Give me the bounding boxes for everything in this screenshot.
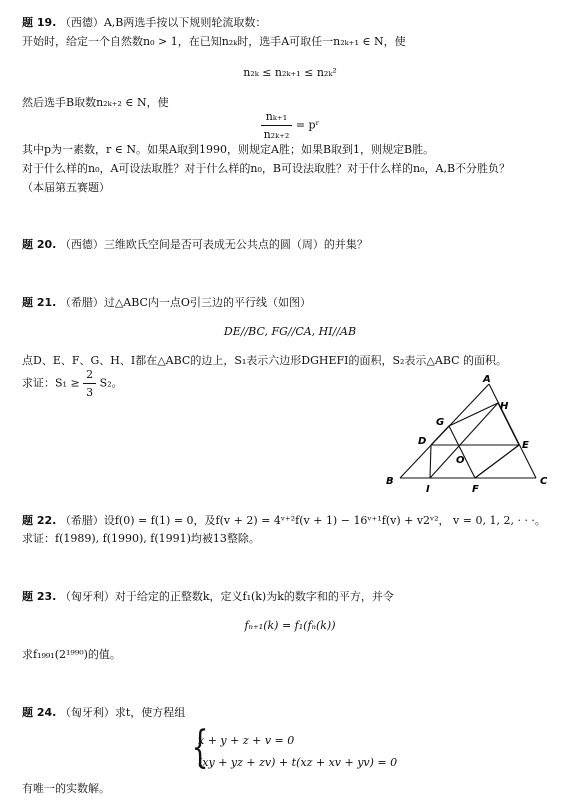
label-f: F (472, 484, 479, 495)
problem-24-text1: （匈牙利）求t，使方程组 (59, 706, 186, 719)
equation-2: (xy + yz + zv) + t(xz + xv + yv) = 0 (198, 756, 398, 769)
label-e: E (522, 440, 529, 451)
problem-21-line2: 点D、E、F、G、H、I都在△ABC的边上，S₁表示六边形DGHEFI的面积，S₂表示△ABC 的面积。 (22, 354, 508, 367)
fraction-denominator: 3 (86, 386, 94, 400)
problem-19-line1 (22, 14, 266, 31)
problem-21-line3 (22, 366, 123, 401)
problem-19-line2: 开始时，给定一个自然数n₀ > 1，在已知n₂ₖ时，选手A可取任一n₂ₖ₊₁ ∈ N，使 (22, 35, 406, 48)
problem-22-line2: 求证：f(1989), f(1990), f(1991)均被13整除。 (22, 532, 260, 545)
fraction-numerator: 2 (83, 366, 96, 384)
problem-21-line1 (22, 294, 311, 311)
fraction (83, 366, 96, 401)
problem-19-line4: 其中p为一素数，r ∈ N。如果A取到1990，则规定A胜；如果B取到1，则规定B胜。 (22, 143, 435, 156)
problem-23-line1 (22, 588, 394, 605)
problem-19-line3: 然后选手B取数n₂ₖ₊₂ ∈ N，使 (22, 96, 169, 109)
problem-19-line5: 对于什么样的n₀，A可设法取胜？对于什么样的n₀，B可设法取胜？对于什么样的n₀，A,B不分胜负？ (22, 162, 511, 175)
problem-23-number: 题 23. (22, 590, 57, 603)
fraction-numerator: nₖ₊₁ (261, 108, 293, 126)
fraction-denominator: n₂ₖ₊₂ (263, 128, 290, 142)
problem-21-text1: （希腊）过△ABC内一点O引三边的平行线（如图） (59, 296, 311, 309)
label-i: I (426, 484, 430, 495)
problem-21-text3-post: S₂。 (99, 376, 123, 390)
problem-22-text1: （希腊）设f(0) = f(1) = 0，及f(v + 2) = 4ᵛ⁺²f(v + 1) − 16ᵛ⁺¹f(v) + v2ᵛ²， v = 0, 1, 2, · · ·。 (59, 514, 546, 527)
problem-23-text1: （匈牙利）对于给定的正整数k，定义f₁(k)为k的数字和的平方，并令 (59, 590, 394, 603)
label-a: A (483, 374, 491, 385)
equation-1: x + y + z + v = 0 (198, 734, 295, 747)
problem-21-text3-pre: 求证：S₁ ≥ (22, 376, 80, 390)
label-d: D (418, 436, 427, 447)
label-c: C (540, 476, 548, 487)
problem-20-number: 题 20. (22, 238, 57, 251)
label-g: G (436, 417, 445, 428)
brace-symbol: { (191, 722, 209, 773)
segment-ef (475, 445, 519, 478)
problem-19-display-inequality: n₂ₖ ≤ n₂ₖ₊₁ ≤ n₂ₖ² (243, 66, 337, 79)
problem-24-number: 题 24. (22, 706, 57, 719)
label-b: B (386, 476, 394, 487)
problem-24-line1 (22, 704, 185, 721)
problem-24-line2: 有唯一的实数解。 (22, 782, 110, 795)
hexagon-outline (430, 403, 519, 478)
triangle-figure (378, 372, 558, 500)
problem-21-number: 题 21. (22, 296, 57, 309)
problem-22-number: 题 22. (22, 514, 57, 527)
problem-20 (22, 236, 368, 253)
segment-dg (431, 426, 449, 445)
problem-19-number: 题 19. (22, 16, 57, 29)
label-o: O (456, 455, 465, 466)
fraction-rhs: = pʳ (295, 118, 320, 132)
fraction (261, 108, 293, 143)
problem-19-text1: （西德）A,B两选手按以下规则轮流取数： (59, 16, 267, 29)
segment-hi (430, 403, 498, 478)
problem-23-line2: 求f₁₉₉₁(2¹⁹⁹⁰)的值。 (22, 648, 121, 661)
problem-23-display: fₙ₊₁(k) = f₁(fₙ(k)) (244, 619, 336, 632)
problem-19-line6: （本届第五赛题） (22, 181, 110, 194)
problem-21-display: DE//BC, FG//CA, HI//AB (223, 325, 357, 338)
problem-22-line1 (22, 512, 546, 529)
label-h: H (500, 401, 509, 412)
problem-20-text: （西德）三维欧氏空间是否可表成无公共点的圆（周）的并集？ (59, 238, 368, 251)
problem-19-display-fraction (0, 108, 580, 143)
